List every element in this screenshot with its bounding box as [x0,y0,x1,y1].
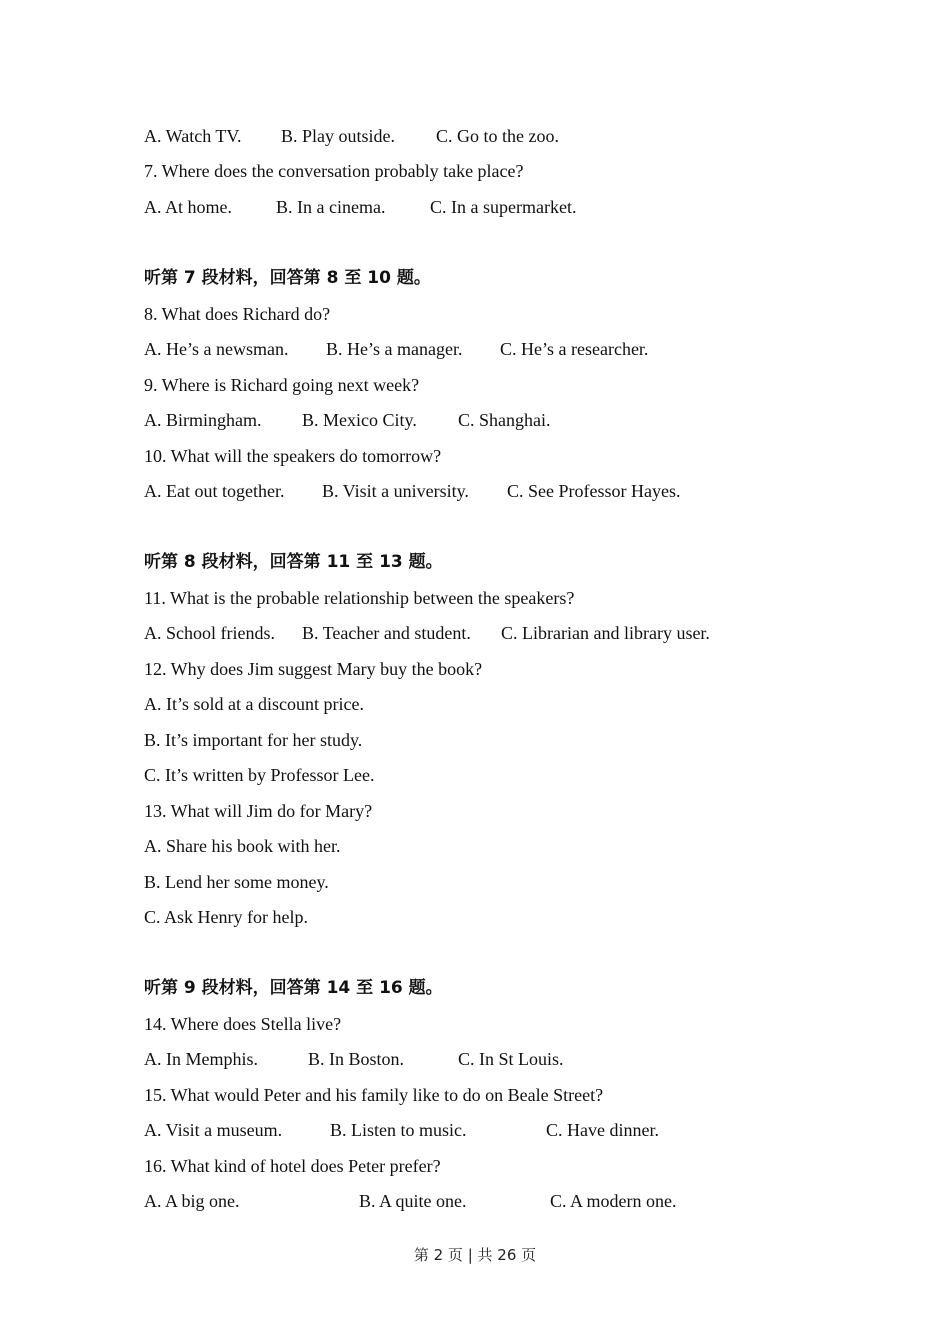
q12-option-a: A. It’s sold at a discount price. [144,694,364,714]
q6-option-a: A. Watch TV. [144,126,242,146]
page-footer: 第 2 页 | 共 26 页 [413,1246,537,1264]
q7-option-c: C. In a supermarket. [430,197,577,217]
q8-question: 8. What does Richard do? [144,304,331,324]
q9-option-c: C. Shanghai. [458,410,551,430]
q15-option-a: A. Visit a museum. [144,1120,283,1140]
q16-question: 16. What kind of hotel does Peter prefer? [144,1156,441,1176]
q14-question: 14. Where does Stella live? [144,1014,342,1034]
q14-option-c: C. In St Louis. [458,1049,564,1069]
q15-question: 15. What would Peter and his family like to do on Beale Street? [144,1085,604,1105]
q13-option-c: C. Ask Henry for help. [144,907,308,927]
q12-option-c: C. It’s written by Professor Lee. [144,765,375,785]
q13-question: 13. What will Jim do for Mary? [144,801,373,821]
q14-option-a: A. In Memphis. [144,1049,258,1069]
q13-option-b: B. Lend her some money. [144,872,329,892]
q14-option-b: B. In Boston. [308,1049,405,1069]
q11-option-b: B. Teacher and student. [302,623,471,643]
q15-option-c: C. Have dinner. [546,1120,659,1140]
q16-option-a: A. A big one. [144,1191,240,1211]
q11-option-c: C. Librarian and library user. [501,623,710,643]
q16-option-c: C. A modern one. [550,1191,677,1211]
q11-option-a: A. School friends. [144,623,275,643]
q8-option-a: A. He’s a newsman. [144,339,289,359]
q16-option-b: B. A quite one. [359,1191,467,1211]
q10-option-c: C. See Professor Hayes. [507,481,681,501]
section-heading-7: 听第 7 段材料，回答第 8 至 10 题。 [144,268,431,288]
q9-question: 9. Where is Richard going next week? [144,375,420,395]
q7-question: 7. Where does the conversation probably take place? [144,161,524,181]
q15-option-b: B. Listen to music. [330,1120,467,1140]
q8-option-b: B. He’s a manager. [326,339,463,359]
q12-option-b: B. It’s important for her study. [144,730,363,750]
q13-option-a: A. Share his book with her. [144,836,341,856]
section-heading-8: 听第 8 段材料，回答第 11 至 13 题。 [144,552,443,572]
q6-option-b: B. Play outside. [281,126,396,146]
q7-option-b: B. In a cinema. [276,197,386,217]
q9-option-b: B. Mexico City. [302,410,417,430]
q11-question: 11. What is the probable relationship between the speakers? [144,588,575,608]
q12-question: 12. Why does Jim suggest Mary buy the book? [144,659,483,679]
q7-option-a: A. At home. [144,197,232,217]
q8-option-c: C. He’s a researcher. [500,339,649,359]
q10-option-a: A. Eat out together. [144,481,285,501]
q10-question: 10. What will the speakers do tomorrow? [144,446,442,466]
q9-option-a: A. Birmingham. [144,410,262,430]
q10-option-b: B. Visit a university. [322,481,469,501]
section-heading-9: 听第 9 段材料，回答第 14 至 16 题。 [144,978,443,998]
q6-option-c: C. Go to the zoo. [436,126,559,146]
